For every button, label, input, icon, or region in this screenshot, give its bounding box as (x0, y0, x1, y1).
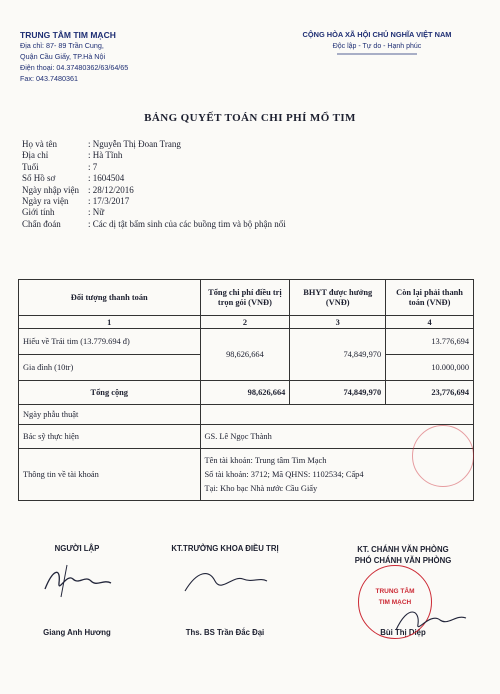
patient-info (22, 139, 462, 230)
republic-title: CỘNG HÒA XÃ HỘI CHỦ NGHĨA VIỆT NAM (302, 30, 452, 39)
office-title-2: PHÓ CHÁNH VĂN PHÒNG (354, 556, 452, 565)
stamp-faint (412, 425, 474, 487)
merged-total-cost: 98,626,664 (200, 329, 290, 381)
admission-date-value: : 28/12/2016 (88, 184, 134, 195)
patient-age-value: : 7 (88, 161, 98, 172)
account-number: Số tài khoản: 3712; Mã QHNS: 1102534; Cấp4 (204, 469, 364, 479)
motto-underline (337, 52, 417, 56)
table-number-row (19, 316, 474, 329)
payer-family-label: Gia đình (10tr) (19, 355, 201, 381)
total-row (19, 381, 474, 405)
patient-name-value: : Nguyễn Thị Đoan Trang (88, 139, 181, 149)
department-signature-block (150, 544, 300, 637)
total-cost-value: 98,626,664 (200, 381, 290, 405)
org-phone: Điện thoại: 04.37480362/63/64/65 (20, 63, 129, 72)
record-number-value: : 1604504 (88, 173, 125, 184)
header-payer: Đối tượng thanh toán (19, 280, 201, 316)
table-header-row (19, 280, 474, 316)
doctor-value: GS. Lê Ngọc Thành (200, 425, 474, 449)
header-remaining: Còn lại phải thanh toán (VNĐ) (386, 280, 474, 316)
org-fax: Fax: 043.7480361 (20, 74, 78, 83)
account-row (19, 449, 474, 501)
account-name: Tên tài khoản: Trung tâm Tim Mạch (204, 455, 327, 465)
stamp-text-line-2: TIM MẠCH (378, 599, 412, 606)
patient-address-label: Địa chỉ (22, 150, 49, 161)
diagnosis-value: : Các dị tật bẩm sinh của các buồng tim và bộ phận nối (88, 218, 286, 229)
department-head-name: Ths. BS Trần Đắc Đại (185, 628, 265, 637)
patient-row (22, 150, 462, 161)
payer-hieu-remaining: 13.776,694 (386, 329, 474, 355)
header-left (20, 30, 220, 84)
preparer-signature-icon (37, 561, 117, 601)
patient-row (22, 139, 462, 150)
stamp-text-line-1: TRUNG TÂM (375, 588, 415, 595)
office-signature-icon (390, 600, 470, 640)
col-number: 1 (19, 316, 201, 329)
header-insurance: BHYT được hưởng (VNĐ) (290, 280, 386, 316)
patient-row (22, 219, 462, 230)
admission-date-label: Ngày nhập viện (22, 184, 79, 195)
office-title-1: KT. CHÁNH VĂN PHÒNG (357, 545, 449, 554)
department-title: KT.TRƯỞNG KHOA ĐIỀU TRỊ (171, 544, 279, 553)
patient-row (22, 185, 462, 196)
patient-row (22, 173, 462, 184)
patient-row (22, 207, 462, 218)
discharge-date-value: : 17/3/2017 (88, 195, 130, 206)
patient-name-label: Họ và tên (22, 139, 57, 149)
col-number: 2 (200, 316, 290, 329)
total-label: Tổng cộng (19, 381, 201, 405)
org-name: TRUNG TÂM TIM MẠCH (20, 30, 116, 40)
merged-insurance: 74,849,970 (290, 329, 386, 381)
motto: Độc lập - Tự do - Hạnh phúc (332, 43, 422, 50)
surgery-date-value (200, 405, 474, 425)
account-bank: Tại: Kho bạc Nhà nước Cầu Giấy (204, 483, 318, 493)
payer-family-remaining: 10.000,000 (386, 355, 474, 381)
surgery-date-row (19, 405, 474, 425)
record-number-label: Số Hồ sơ (22, 173, 56, 184)
gender-label: Giới tính (22, 207, 55, 218)
preparer-title: NGƯỜI LẬP (54, 544, 100, 553)
account-label: Thông tin về tài khoản (19, 449, 201, 501)
gender-value: : Nữ (88, 207, 105, 218)
diagnosis-label: Chẩn đoán (22, 218, 61, 229)
patient-address-value: : Hà Tĩnh (88, 150, 123, 161)
preparer-signature-block (22, 544, 132, 637)
payer-hieu-label: Hiếu về Trái tim (13.779.694 đ) (19, 329, 201, 355)
discharge-date-label: Ngày ra viện (22, 195, 69, 206)
col-number: 4 (386, 316, 474, 329)
patient-age-label: Tuổi (22, 161, 39, 172)
header-right (272, 30, 482, 56)
office-name: Bùi Thị Diệp (380, 628, 426, 637)
total-remaining-value: 23,776,694 (386, 381, 474, 405)
preparer-name: Giang Anh Hương (43, 628, 111, 637)
surgery-date-label: Ngày phẫu thuật (19, 405, 201, 425)
patient-row (22, 162, 462, 173)
total-insurance-value: 74,849,970 (290, 381, 386, 405)
org-address-line-2: Quận Cầu Giấy, TP.Hà Nội (20, 52, 106, 61)
document-title: BẢNG QUYẾT TOÁN CHI PHÍ MỔ TIM (144, 112, 356, 124)
table-row (19, 329, 474, 355)
patient-row (22, 196, 462, 207)
doctor-row (19, 425, 474, 449)
payment-table (18, 279, 474, 501)
col-number: 3 (290, 316, 386, 329)
header-total-cost: Tổng chi phí điều trị trọn gói (VNĐ) (200, 280, 290, 316)
org-address-line-1: Địa chỉ: 87- 89 Trần Cung, (20, 41, 104, 50)
department-signature-icon (175, 561, 275, 601)
doctor-label: Bác sỹ thực hiện (19, 425, 201, 449)
